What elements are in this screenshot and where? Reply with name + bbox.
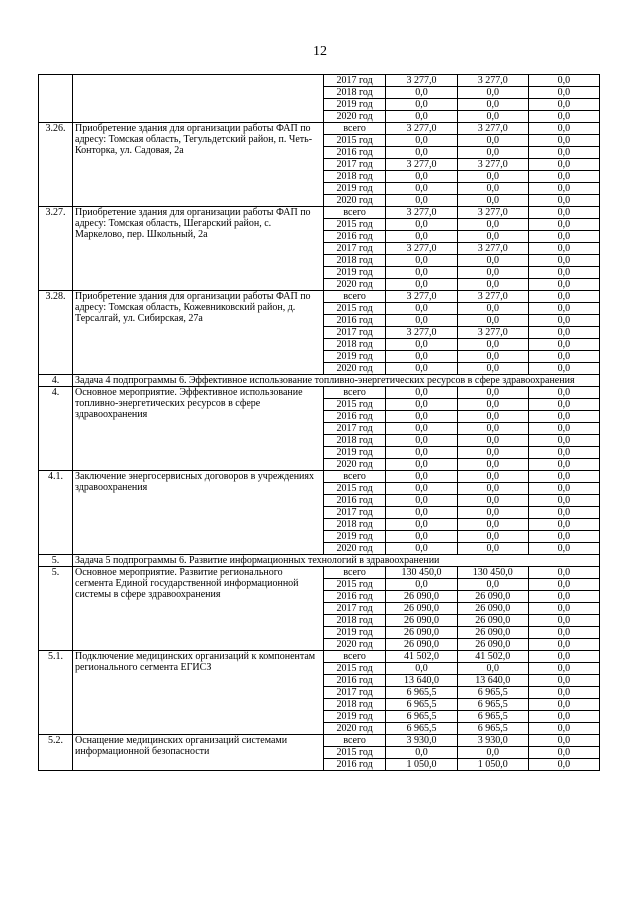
year-label: 2015 год <box>323 219 386 231</box>
value-regional: 0,0 <box>457 303 528 315</box>
value-other: 0,0 <box>528 207 599 219</box>
value-total: 26 090,0 <box>386 627 457 639</box>
value-total: 13 640,0 <box>386 675 457 687</box>
year-label: 2015 год <box>323 399 386 411</box>
year-label: 2018 год <box>323 255 386 267</box>
year-label: 2017 год <box>323 687 386 699</box>
value-total: 0,0 <box>386 471 457 483</box>
item-name <box>73 75 324 123</box>
value-other: 0,0 <box>528 471 599 483</box>
year-label: всего <box>323 291 386 303</box>
table-row <box>39 123 600 135</box>
year-label: 2016 год <box>323 591 386 603</box>
value-regional: 0,0 <box>457 147 528 159</box>
budget-table <box>38 74 600 771</box>
year-label: 2016 год <box>323 315 386 327</box>
value-total: 0,0 <box>386 279 457 291</box>
year-label: 2017 год <box>323 75 386 87</box>
year-label: 2015 год <box>323 135 386 147</box>
year-label: 2017 год <box>323 243 386 255</box>
year-label: 2020 год <box>323 111 386 123</box>
task-number: 4. <box>39 375 73 387</box>
table-row <box>39 567 600 579</box>
year-label: 2016 год <box>323 147 386 159</box>
value-other: 0,0 <box>528 159 599 171</box>
value-total: 0,0 <box>386 495 457 507</box>
value-total: 0,0 <box>386 87 457 99</box>
year-label: 2020 год <box>323 195 386 207</box>
value-regional: 0,0 <box>457 459 528 471</box>
value-other: 0,0 <box>528 195 599 207</box>
year-label: всего <box>323 387 386 399</box>
value-total: 0,0 <box>386 447 457 459</box>
value-total: 0,0 <box>386 387 457 399</box>
year-label: 2020 год <box>323 723 386 735</box>
task-title: Задача 5 подпрограммы 6. Развитие информационных технологий в здравоохранении <box>73 555 600 567</box>
value-regional: 0,0 <box>457 747 528 759</box>
year-label: 2019 год <box>323 99 386 111</box>
value-other: 0,0 <box>528 579 599 591</box>
value-regional: 0,0 <box>457 255 528 267</box>
value-other: 0,0 <box>528 759 599 771</box>
value-other: 0,0 <box>528 711 599 723</box>
year-label: всего <box>323 735 386 747</box>
table-row <box>39 291 600 303</box>
value-regional: 0,0 <box>457 183 528 195</box>
year-label: 2016 год <box>323 675 386 687</box>
value-total: 3 277,0 <box>386 159 457 171</box>
task-title: Задача 4 подпрограммы 6. Эффективное использование топливно-энергетических ресурсов в сфере здравоохранения <box>73 375 600 387</box>
value-regional: 0,0 <box>457 351 528 363</box>
task-number: 5. <box>39 555 73 567</box>
value-regional: 0,0 <box>457 663 528 675</box>
value-other: 0,0 <box>528 627 599 639</box>
value-regional: 0,0 <box>457 279 528 291</box>
item-number: 3.27. <box>39 207 73 291</box>
value-other: 0,0 <box>528 183 599 195</box>
value-total: 0,0 <box>386 459 457 471</box>
value-other: 0,0 <box>528 219 599 231</box>
value-other: 0,0 <box>528 243 599 255</box>
value-other: 0,0 <box>528 747 599 759</box>
page-number: 12 <box>313 44 327 59</box>
value-total: 6 965,5 <box>386 687 457 699</box>
task-row <box>39 555 600 567</box>
year-label: 2015 год <box>323 579 386 591</box>
year-label: 2019 год <box>323 447 386 459</box>
value-other: 0,0 <box>528 147 599 159</box>
value-total: 6 965,5 <box>386 711 457 723</box>
value-total: 3 277,0 <box>386 123 457 135</box>
value-total: 0,0 <box>386 483 457 495</box>
value-regional: 6 965,5 <box>457 699 528 711</box>
table-row <box>39 75 600 87</box>
value-total: 6 965,5 <box>386 699 457 711</box>
value-other: 0,0 <box>528 615 599 627</box>
year-label: всего <box>323 471 386 483</box>
value-regional: 0,0 <box>457 219 528 231</box>
year-label: 2018 год <box>323 339 386 351</box>
value-other: 0,0 <box>528 639 599 651</box>
value-other: 0,0 <box>528 519 599 531</box>
value-total: 0,0 <box>386 519 457 531</box>
value-regional: 0,0 <box>457 543 528 555</box>
year-label: всего <box>323 651 386 663</box>
value-other: 0,0 <box>528 507 599 519</box>
value-total: 0,0 <box>386 531 457 543</box>
value-total: 0,0 <box>386 303 457 315</box>
year-label: 2019 год <box>323 531 386 543</box>
value-other: 0,0 <box>528 171 599 183</box>
value-regional: 41 502,0 <box>457 651 528 663</box>
task-row <box>39 375 600 387</box>
value-total: 0,0 <box>386 183 457 195</box>
value-regional: 3 277,0 <box>457 159 528 171</box>
value-regional: 0,0 <box>457 87 528 99</box>
value-regional: 0,0 <box>457 171 528 183</box>
value-other: 0,0 <box>528 387 599 399</box>
value-regional: 26 090,0 <box>457 615 528 627</box>
value-other: 0,0 <box>528 495 599 507</box>
value-regional: 0,0 <box>457 495 528 507</box>
value-regional: 1 050,0 <box>457 759 528 771</box>
value-total: 0,0 <box>386 315 457 327</box>
item-name: Приобретение здания для организации работы ФАП по адресу: Томская область, Шегарский район, с. Маркелово, пер. Школьный, 2а <box>73 207 324 291</box>
value-total: 3 277,0 <box>386 207 457 219</box>
value-regional: 0,0 <box>457 399 528 411</box>
year-label: 2016 год <box>323 231 386 243</box>
value-other: 0,0 <box>528 291 599 303</box>
value-other: 0,0 <box>528 303 599 315</box>
value-regional: 0,0 <box>457 267 528 279</box>
value-other: 0,0 <box>528 363 599 375</box>
value-other: 0,0 <box>528 687 599 699</box>
value-regional: 0,0 <box>457 387 528 399</box>
value-regional: 0,0 <box>457 195 528 207</box>
value-regional: 0,0 <box>457 531 528 543</box>
value-other: 0,0 <box>528 435 599 447</box>
year-label: 2015 год <box>323 303 386 315</box>
item-number: 4.1. <box>39 471 73 555</box>
value-other: 0,0 <box>528 543 599 555</box>
item-number: 5.2. <box>39 735 73 771</box>
item-number: 3.28. <box>39 291 73 375</box>
value-other: 0,0 <box>528 123 599 135</box>
value-other: 0,0 <box>528 699 599 711</box>
table-row <box>39 207 600 219</box>
value-total: 0,0 <box>386 411 457 423</box>
value-total: 0,0 <box>386 135 457 147</box>
value-regional: 26 090,0 <box>457 627 528 639</box>
year-label: 2019 год <box>323 183 386 195</box>
value-regional: 0,0 <box>457 507 528 519</box>
value-total: 0,0 <box>386 111 457 123</box>
value-regional: 3 277,0 <box>457 207 528 219</box>
year-label: 2020 год <box>323 639 386 651</box>
value-regional: 26 090,0 <box>457 603 528 615</box>
year-label: 2019 год <box>323 711 386 723</box>
value-regional: 0,0 <box>457 99 528 111</box>
year-label: 2016 год <box>323 495 386 507</box>
value-regional: 0,0 <box>457 411 528 423</box>
value-other: 0,0 <box>528 423 599 435</box>
value-total: 6 965,5 <box>386 723 457 735</box>
value-regional: 0,0 <box>457 315 528 327</box>
value-total: 0,0 <box>386 339 457 351</box>
value-other: 0,0 <box>528 87 599 99</box>
value-regional: 26 090,0 <box>457 639 528 651</box>
year-label: всего <box>323 207 386 219</box>
year-label: 2016 год <box>323 411 386 423</box>
value-total: 3 930,0 <box>386 735 457 747</box>
value-other: 0,0 <box>528 255 599 267</box>
value-other: 0,0 <box>528 327 599 339</box>
value-regional: 0,0 <box>457 339 528 351</box>
value-regional: 0,0 <box>457 471 528 483</box>
item-name: Заключение энергосервисных договоров в учреждениях здравоохранения <box>73 471 324 555</box>
year-label: 2017 год <box>323 507 386 519</box>
year-label: 2018 год <box>323 519 386 531</box>
value-regional: 0,0 <box>457 447 528 459</box>
year-label: 2020 год <box>323 279 386 291</box>
value-other: 0,0 <box>528 723 599 735</box>
value-other: 0,0 <box>528 339 599 351</box>
year-label: 2015 год <box>323 483 386 495</box>
year-label: 2018 год <box>323 87 386 99</box>
value-regional: 0,0 <box>457 483 528 495</box>
value-regional: 13 640,0 <box>457 675 528 687</box>
year-label: всего <box>323 567 386 579</box>
item-name: Подключение медицинских организаций к компонентам регионального сегмента ЕГИСЗ <box>73 651 324 735</box>
year-label: 2017 год <box>323 327 386 339</box>
value-other: 0,0 <box>528 315 599 327</box>
value-total: 3 277,0 <box>386 291 457 303</box>
year-label: 2017 год <box>323 603 386 615</box>
table-row <box>39 387 600 399</box>
value-other: 0,0 <box>528 75 599 87</box>
year-label: 2015 год <box>323 747 386 759</box>
item-name: Оснащение медицинских организаций системами информационной безопасности <box>73 735 324 771</box>
value-regional: 0,0 <box>457 111 528 123</box>
value-other: 0,0 <box>528 447 599 459</box>
item-number <box>39 75 73 123</box>
table-row <box>39 735 600 747</box>
value-total: 0,0 <box>386 435 457 447</box>
value-total: 0,0 <box>386 423 457 435</box>
value-other: 0,0 <box>528 351 599 363</box>
value-regional: 6 965,5 <box>457 687 528 699</box>
value-other: 0,0 <box>528 399 599 411</box>
item-name: Основное мероприятие. Развитие регионального сегмента Единой государственной информационной системы в сфере здравоохранения <box>73 567 324 651</box>
value-total: 1 050,0 <box>386 759 457 771</box>
value-regional: 0,0 <box>457 363 528 375</box>
year-label: 2016 год <box>323 759 386 771</box>
year-label: 2015 год <box>323 663 386 675</box>
value-total: 0,0 <box>386 747 457 759</box>
value-other: 0,0 <box>528 603 599 615</box>
value-other: 0,0 <box>528 279 599 291</box>
value-total: 0,0 <box>386 147 457 159</box>
value-total: 0,0 <box>386 543 457 555</box>
value-regional: 6 965,5 <box>457 723 528 735</box>
value-total: 26 090,0 <box>386 639 457 651</box>
value-total: 0,0 <box>386 99 457 111</box>
value-total: 0,0 <box>386 363 457 375</box>
value-regional: 3 277,0 <box>457 123 528 135</box>
value-total: 0,0 <box>386 231 457 243</box>
value-total: 0,0 <box>386 663 457 675</box>
value-other: 0,0 <box>528 675 599 687</box>
value-total: 26 090,0 <box>386 603 457 615</box>
value-regional: 3 277,0 <box>457 75 528 87</box>
value-other: 0,0 <box>528 111 599 123</box>
year-label: 2019 год <box>323 627 386 639</box>
value-regional: 0,0 <box>457 135 528 147</box>
value-regional: 3 930,0 <box>457 735 528 747</box>
value-regional: 3 277,0 <box>457 243 528 255</box>
value-other: 0,0 <box>528 459 599 471</box>
value-regional: 0,0 <box>457 423 528 435</box>
value-total: 41 502,0 <box>386 651 457 663</box>
year-label: 2020 год <box>323 459 386 471</box>
value-total: 3 277,0 <box>386 243 457 255</box>
year-label: 2018 год <box>323 435 386 447</box>
value-other: 0,0 <box>528 411 599 423</box>
value-regional: 0,0 <box>457 231 528 243</box>
value-total: 0,0 <box>386 507 457 519</box>
value-other: 0,0 <box>528 231 599 243</box>
value-total: 0,0 <box>386 195 457 207</box>
year-label: 2018 год <box>323 699 386 711</box>
year-label: 2017 год <box>323 159 386 171</box>
table-row <box>39 651 600 663</box>
value-total: 3 277,0 <box>386 75 457 87</box>
value-other: 0,0 <box>528 567 599 579</box>
value-other: 0,0 <box>528 99 599 111</box>
table-row <box>39 471 600 483</box>
value-total: 0,0 <box>386 399 457 411</box>
value-total: 26 090,0 <box>386 591 457 603</box>
year-label: 2020 год <box>323 543 386 555</box>
year-label: 2017 год <box>323 423 386 435</box>
value-regional: 0,0 <box>457 519 528 531</box>
value-total: 0,0 <box>386 219 457 231</box>
year-label: 2019 год <box>323 351 386 363</box>
value-regional: 130 450,0 <box>457 567 528 579</box>
value-other: 0,0 <box>528 651 599 663</box>
value-other: 0,0 <box>528 135 599 147</box>
item-name: Приобретение здания для организации работы ФАП по адресу: Томская область, Кожевниковский район, д. Терсалгай, ул. Сибирская, 27а <box>73 291 324 375</box>
item-number: 5.1. <box>39 651 73 735</box>
value-regional: 3 277,0 <box>457 327 528 339</box>
value-total: 0,0 <box>386 255 457 267</box>
item-number: 5. <box>39 567 73 651</box>
value-total: 0,0 <box>386 171 457 183</box>
value-other: 0,0 <box>528 591 599 603</box>
year-label: 2019 год <box>323 267 386 279</box>
value-other: 0,0 <box>528 483 599 495</box>
item-name: Приобретение здания для организации работы ФАП по адресу: Томская область, Тегульдетский район, п. Четь-Конторка, ул. Садовая, 2а <box>73 123 324 207</box>
item-number: 3.26. <box>39 123 73 207</box>
value-total: 0,0 <box>386 579 457 591</box>
value-other: 0,0 <box>528 735 599 747</box>
year-label: 2018 год <box>323 171 386 183</box>
value-regional: 0,0 <box>457 579 528 591</box>
value-total: 26 090,0 <box>386 615 457 627</box>
value-total: 3 277,0 <box>386 327 457 339</box>
item-number: 4. <box>39 387 73 471</box>
value-total: 130 450,0 <box>386 567 457 579</box>
value-regional: 3 277,0 <box>457 291 528 303</box>
year-label: всего <box>323 123 386 135</box>
value-other: 0,0 <box>528 267 599 279</box>
year-label: 2018 год <box>323 615 386 627</box>
value-total: 0,0 <box>386 351 457 363</box>
year-label: 2020 год <box>323 363 386 375</box>
value-other: 0,0 <box>528 531 599 543</box>
value-regional: 26 090,0 <box>457 591 528 603</box>
value-total: 0,0 <box>386 267 457 279</box>
value-regional: 6 965,5 <box>457 711 528 723</box>
budget-table-body <box>39 75 600 771</box>
value-regional: 0,0 <box>457 435 528 447</box>
item-name: Основное мероприятие. Эффективное использование топливно-энергетических ресурсов в сфере здравоохранения <box>73 387 324 471</box>
value-other: 0,0 <box>528 663 599 675</box>
